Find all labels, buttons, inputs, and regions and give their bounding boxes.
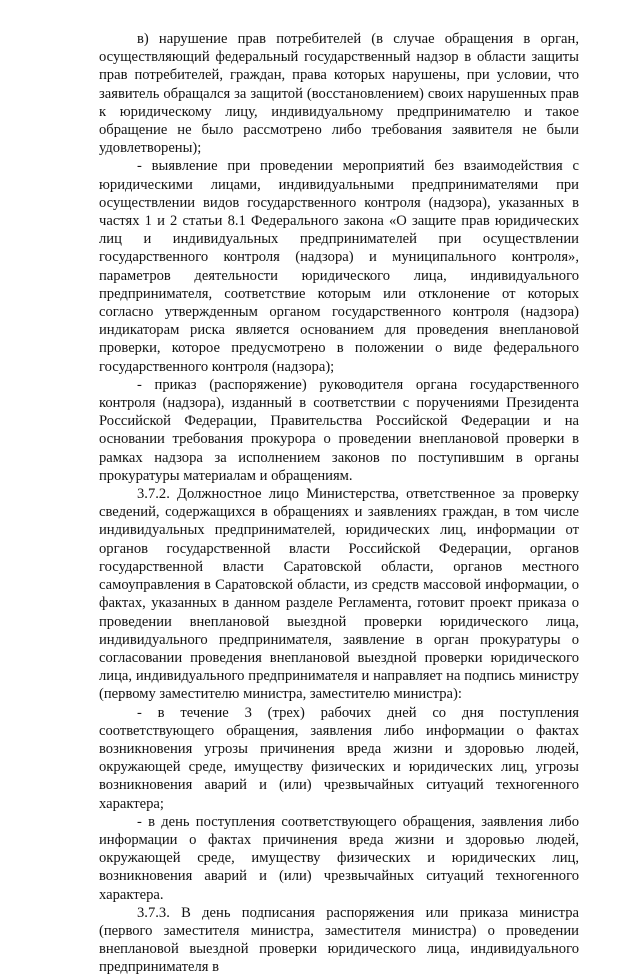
paragraph-consumer-rights: в) нарушение прав потребителей (в случае обращения в орган, осуществляющий федеральный государственный надзор в области защиты прав потребителей, граждан, права которых нарушены, при условии, что заявитель обращался за защитой (восстановлением) своих нарушенных прав к юридическому лицу, индивидуальному предпринимателю и такое обращение не было рассмотрено либо требования заявителя не были удовлетворены); <box>99 31 579 157</box>
paragraph-same-day: - в день поступления соответствующего обращения, заявления либо информации о фактах причинения вреда жизни и здоровью людей, окружающей среде, имуществу физических и юридических лиц, возникновения аварий и (или) чрезвычайных ситуаций техногенного характера. <box>99 813 579 903</box>
paragraph-3-7-2: 3.7.2. Должностное лицо Министерства, ответственное за проверку сведений, содержащихся в обращениях и заявлениях граждан, в том числе индивидуальных предпринимателей, юридических лиц, информации от органов государственной власти Российской Федерации, органов государственной власти Саратовской области, органов местного самоуправления в Саратовской области, из средств массовой информации, о фактах, указанных в данном разделе Регламента, готовит проект приказа о проведении внеплановой выездной проверки юридического лица, индивидуального предпринимателя, заявление в орган прокуратуры о согласовании проведения внеплановой выездной проверки юридического лица, индивидуального предпринимателя и направляет на подпись министру (первому заместителю министра, заместителю министра): <box>99 486 579 703</box>
paragraph-three-days: - в течение 3 (трех) рабочих дней со дня поступления соответствующего обращения, заявления либо информации о фактах возникновения угрозы причинения вреда жизни и здоровью людей, окружающей среде, имуществу физических и юридических лиц, угрозы возникновения аварий и (или) чрезвычайных ситуаций техногенного характера; <box>99 704 579 812</box>
paragraph-3-7-3: 3.7.3. В день подписания распоряжения или приказа министра (первого заместителя министра, заместителя министра) о проведении внеплановой выездной проверки юридического лица, индивидуального предпринимателя в <box>99 904 579 976</box>
document-page <box>99 30 579 977</box>
paragraph-risk-indicators: - выявление при проведении мероприятий без взаимодействия с юридическими лицами, индивидуальными предпринимателями при осуществлении видов государственного контроля (надзора), указанных в частях 1 и 2 статьи 8.1 Федерального закона «О защите прав юридических лиц и индивидуальных предпринимателей при осуществлении государственного контроля (надзора) и муниципального контроля», параметров деятельности юридического лица, индивидуального предпринимателя, соответствие которым или отклонение от которых согласно утвержденным органом государственного контроля (надзора) индикаторам риска является основанием для проведения внеплановой проверки, которое предусмотрено в положении о виде федерального государственного контроля (надзора); <box>99 158 579 375</box>
paragraph-order-directive: - приказ (распоряжение) руководителя органа государственного контроля (надзора), изданный в соответствии с поручениями Президента Российской Федерации, Правительства Российской Федерации и на основании требования прокурора о проведении внеплановой проверки в рамках надзора за исполнением законов по поступившим в органы прокуратуры материалам и обращениям. <box>99 376 579 484</box>
